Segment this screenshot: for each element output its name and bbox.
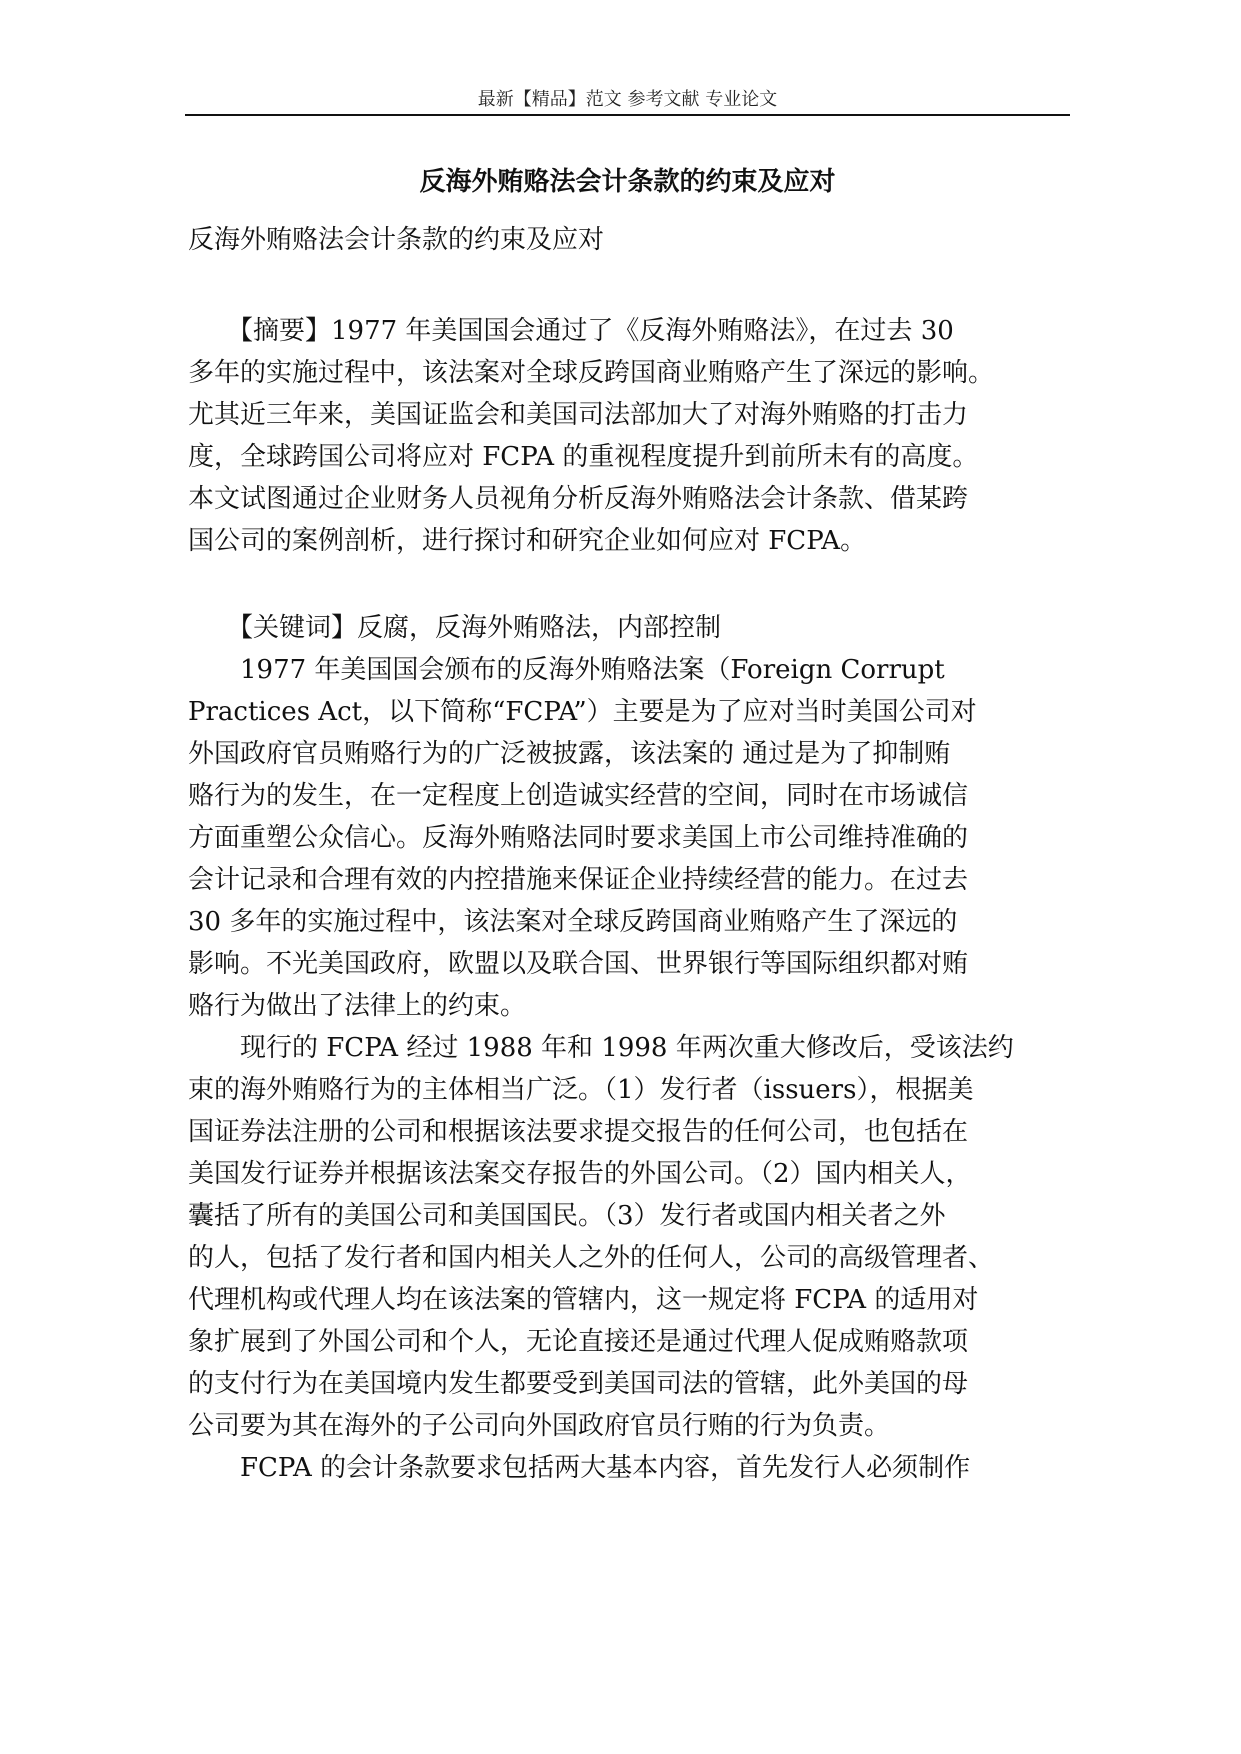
body-line: FCPA 的会计条款要求包括两大基本内容，首先发行人必须制作 bbox=[188, 1453, 971, 1483]
body-line: 赂行为做出了法律上的约束。 bbox=[188, 991, 527, 1021]
body-line: 象扩展到了外国公司和个人，无论直接还是通过代理人促成贿赂款项 bbox=[188, 1327, 969, 1357]
body-line: 囊括了所有的美国公司和美国国民。（3）发行者或国内相关者之外 bbox=[188, 1201, 946, 1231]
body-line: Practices Act，以下简称“FCPA”）主要是为了应对当时美国公司对 bbox=[188, 697, 977, 727]
body-line: 束的海外贿赂行为的主体相当广泛。（1）发行者（issuers），根据美 bbox=[188, 1075, 974, 1105]
document-subtitle: 反海外贿赂法会计条款的约束及应对 bbox=[188, 225, 605, 255]
abstract-line: 多年的实施过程中，该法案对全球反跨国商业贿赂产生了深远的影响。 bbox=[188, 358, 995, 388]
abstract-line: 本文试图通过企业财务人员视角分析反海外贿赂法会计条款、借某跨 bbox=[188, 484, 969, 514]
body-line: 公司要为其在海外的子公司向外国政府官员行贿的行为负责。 bbox=[188, 1411, 891, 1441]
body-line: 1977 年美国国会颁布的反海外贿赂法案（Foreign Corrupt bbox=[188, 655, 945, 685]
body-line: 的支付行为在美国境内发生都要受到美国司法的管辖，此外美国的母 bbox=[188, 1369, 969, 1399]
body-line: 国证券法注册的公司和根据该法要求提交报告的任何公司，也包括在 bbox=[188, 1117, 969, 1147]
body-line: 30 多年的实施过程中，该法案对全球反跨国商业贿赂产生了深远的 bbox=[188, 907, 958, 937]
body-line: 会计记录和合理有效的内控措施来保证企业持续经营的能力。在过去 bbox=[188, 865, 969, 895]
document-title: 反海外贿赂法会计条款的约束及应对 bbox=[419, 167, 836, 197]
abstract-line: 【摘要】1977 年美国国会通过了《反海外贿赂法》，在过去 30 bbox=[188, 316, 954, 346]
page-header: 最新【精品】范文 参考文献 专业论文 bbox=[477, 89, 778, 110]
body-line: 外国政府官员贿赂行为的广泛被披露，该法案的 通过是为了抑制贿 bbox=[188, 739, 951, 769]
abstract-line: 国公司的案例剖析，进行探讨和研究企业如何应对 FCPA。 bbox=[188, 526, 867, 556]
body-line: 方面重塑公众信心。反海外贿赂法同时要求美国上市公司维持准确的 bbox=[188, 823, 969, 853]
abstract-line: 尤其近三年来，美国证监会和美国司法部加大了对海外贿赂的打击力 bbox=[188, 400, 969, 430]
body-line: 影响。不光美国政府，欧盟以及联合国、世界银行等国际组织都对贿 bbox=[188, 949, 969, 979]
body-line: 的人，包括了发行者和国内相关人之外的任何人，公司的高级管理者、 bbox=[188, 1243, 995, 1273]
body-line: 现行的 FCPA 经过 1988 年和 1998 年两次重大修改后，受该法约 bbox=[188, 1033, 1014, 1063]
body-line: 赂行为的发生，在一定程度上创造诚实经营的空间，同时在市场诚信 bbox=[188, 781, 969, 811]
abstract-line: 度，全球跨国公司将应对 FCPA 的重视程度提升到前所未有的高度。 bbox=[188, 442, 979, 472]
body-line: 代理机构或代理人均在该法案的管辖内，这一规定将 FCPA 的适用对 bbox=[188, 1285, 979, 1315]
keywords-line: 【关键词】反腐，反海外贿赂法，内部控制 bbox=[188, 613, 722, 643]
header-divider bbox=[185, 114, 1070, 116]
body-line: 美国发行证券并根据该法案交存报告的外国公司。（2）国内相关人， bbox=[188, 1159, 972, 1189]
